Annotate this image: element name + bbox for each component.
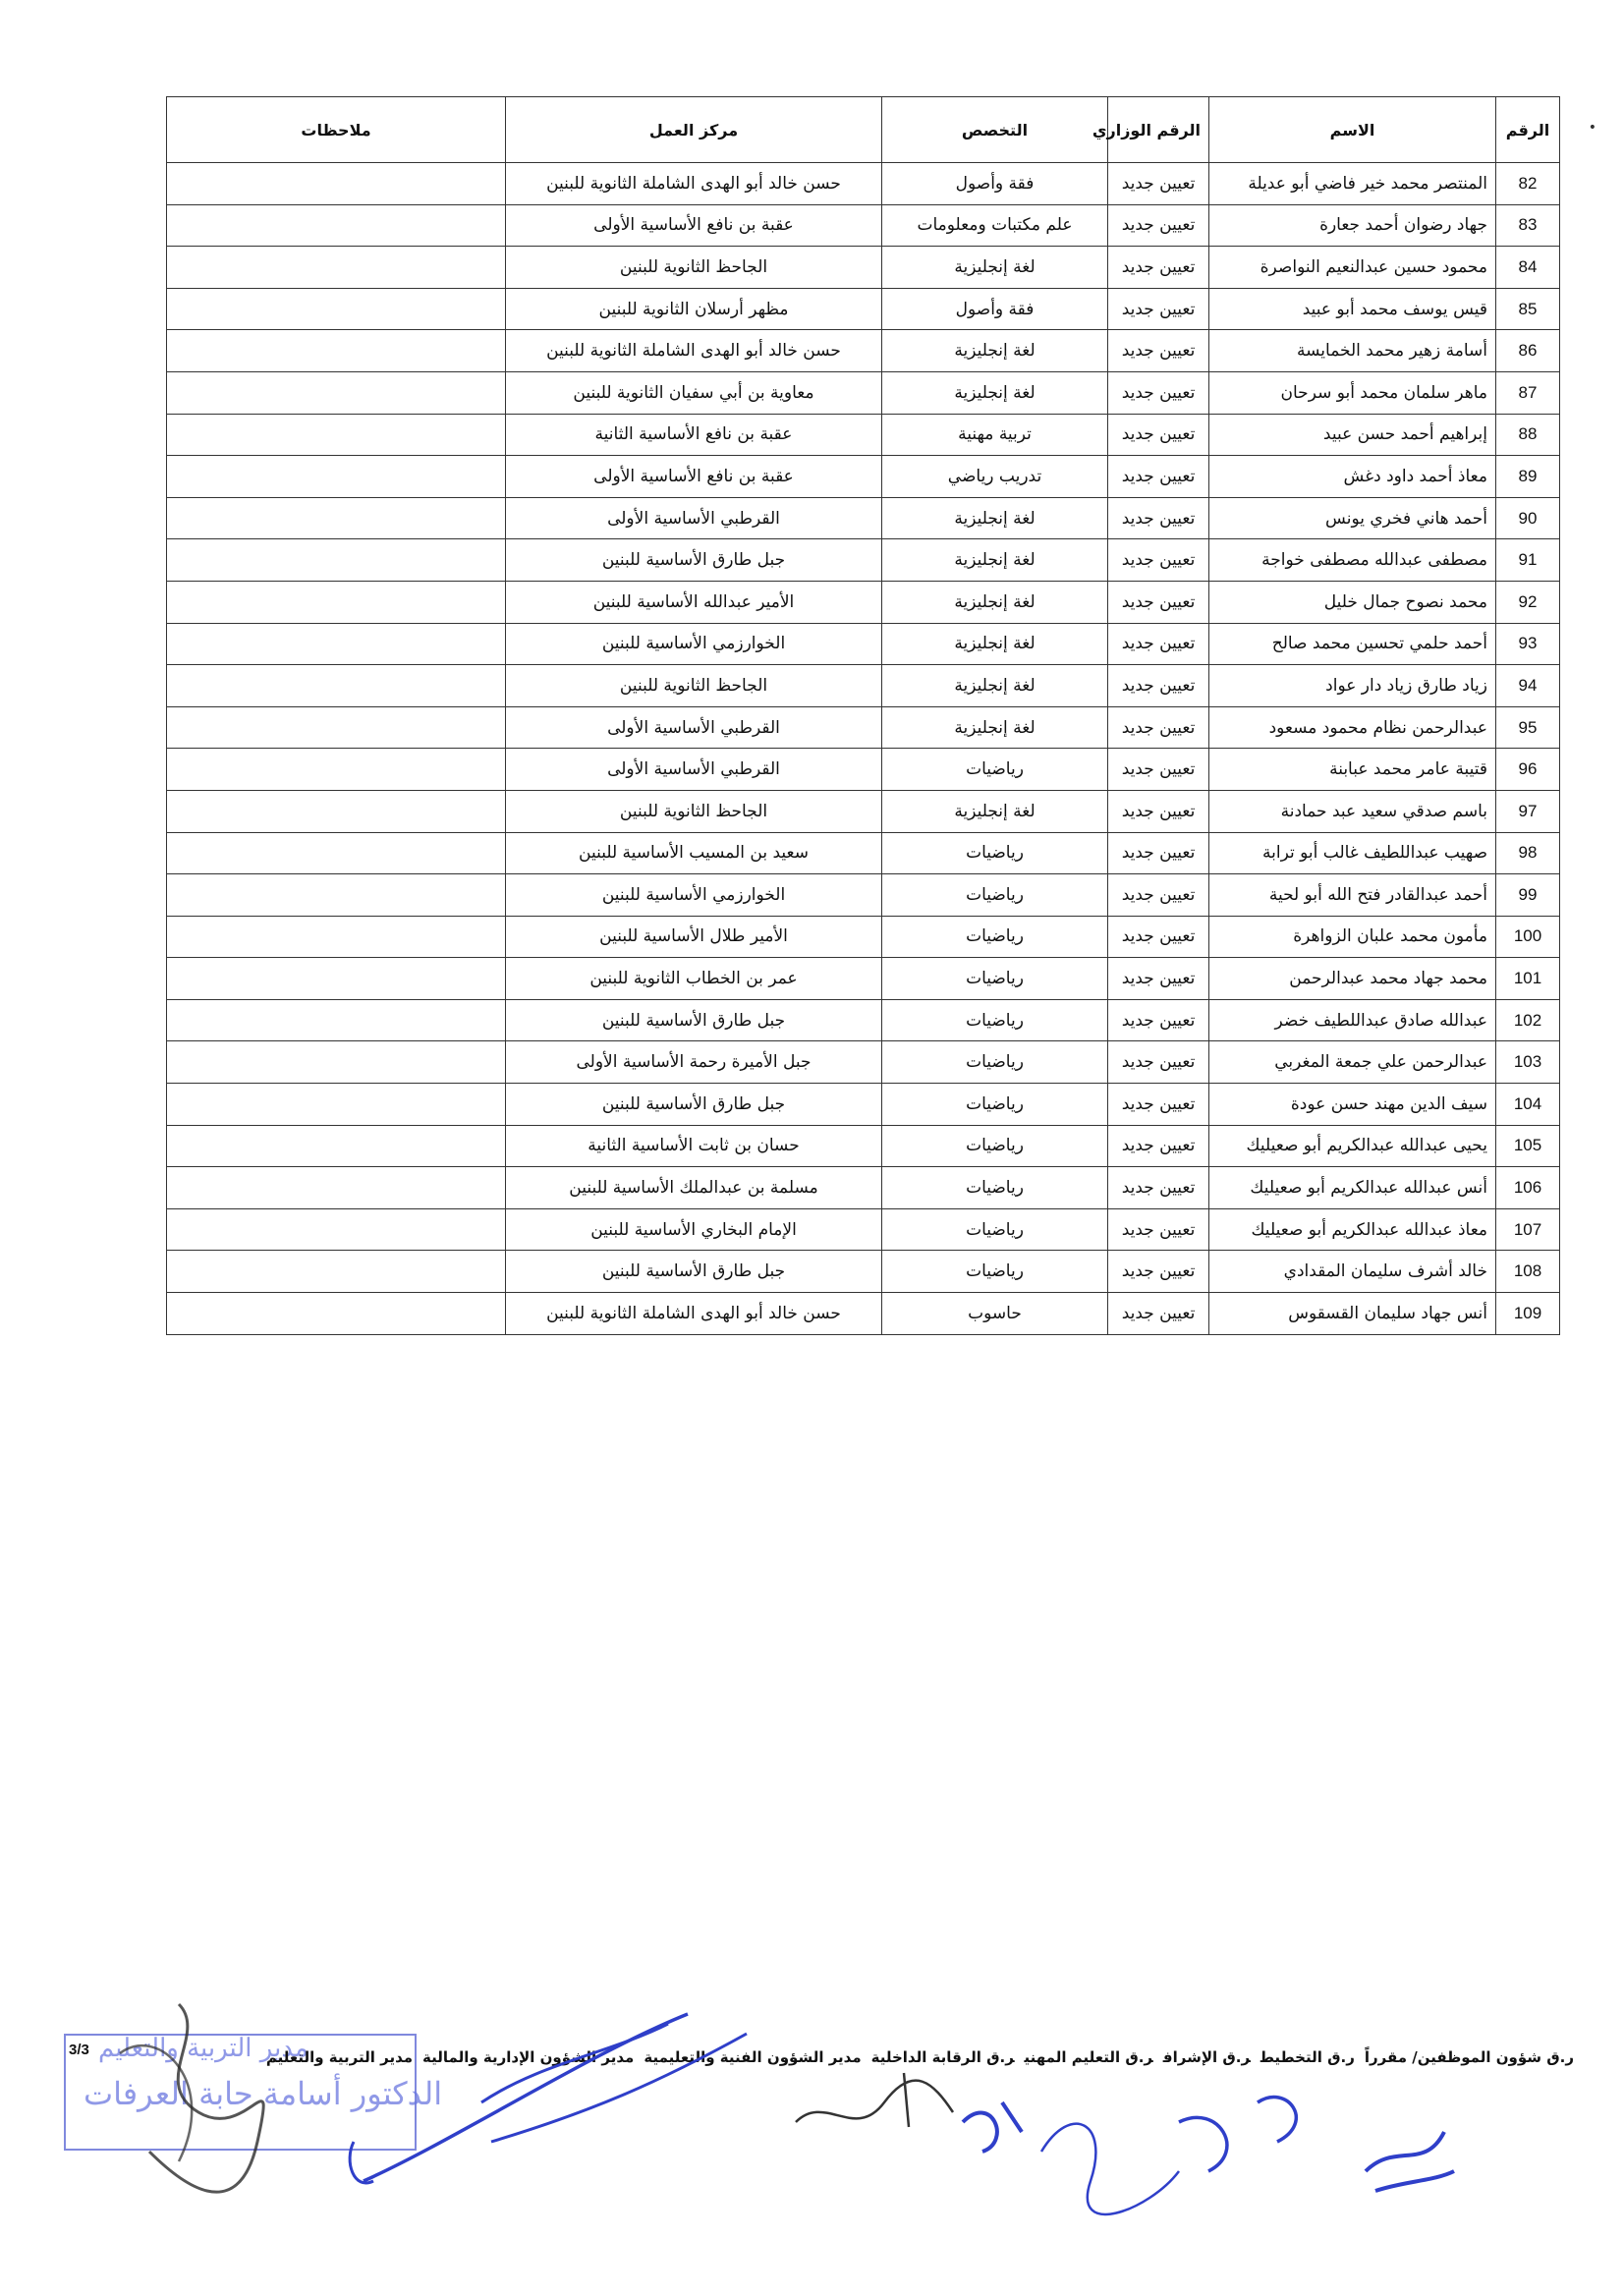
work-center: عقبة بن نافع الأساسية الأولى — [506, 204, 882, 247]
row-number: 107 — [1496, 1208, 1560, 1251]
notes-cell — [167, 1293, 506, 1335]
employee-name: محمود حسين عبدالنعيم النواصرة — [1209, 247, 1496, 289]
specialization: رياضيات — [882, 832, 1108, 874]
specialization: تربية مهنية — [882, 414, 1108, 456]
work-center: القرطبي الأساسية الأولى — [506, 497, 882, 539]
ministerial-ref: تعيين جديد — [1108, 706, 1209, 749]
notes-cell — [167, 1041, 506, 1084]
notes-cell — [167, 456, 506, 498]
table-row — [167, 204, 1560, 247]
ministerial-ref: تعيين جديد — [1108, 1208, 1209, 1251]
row-number: 106 — [1496, 1167, 1560, 1209]
table-row — [167, 456, 1560, 498]
ministerial-ref: تعيين جديد — [1108, 288, 1209, 330]
notes-cell — [167, 1125, 506, 1167]
row-number: 100 — [1496, 916, 1560, 958]
table-body — [167, 163, 1560, 1335]
table-row — [167, 581, 1560, 623]
specialization: رياضيات — [882, 1208, 1108, 1251]
row-number: 92 — [1496, 581, 1560, 623]
header-ministerial-ref: الرقم الوزاري — [1108, 97, 1209, 163]
notes-cell — [167, 874, 506, 917]
signatory-role: ر.ق التعليم المهني — [1024, 2048, 1153, 2066]
notes-cell — [167, 790, 506, 832]
table-row — [167, 958, 1560, 1000]
specialization: لغة إنجليزية — [882, 790, 1108, 832]
notes-cell — [167, 371, 506, 414]
employee-name: مصطفى عبدالله مصطفى خواجة — [1209, 539, 1496, 582]
work-center: حسن خالد أبو الهدى الشاملة الثانوية للبنين — [506, 330, 882, 372]
ministerial-ref: تعيين جديد — [1108, 247, 1209, 289]
notes-cell — [167, 163, 506, 205]
roster-sheet — [167, 96, 1560, 1335]
table-row — [167, 247, 1560, 289]
ministerial-ref: تعيين جديد — [1108, 204, 1209, 247]
employee-name: قتيبة عامر محمد عبابنة — [1209, 749, 1496, 791]
ministerial-ref: تعيين جديد — [1108, 539, 1209, 582]
ministerial-ref: تعيين جديد — [1108, 832, 1209, 874]
ministerial-ref: تعيين جديد — [1108, 581, 1209, 623]
employee-name: أحمد عبدالقادر فتح الله أبو لحية — [1209, 874, 1496, 917]
employee-name: محمد جهاد محمد عبدالرحمن — [1209, 958, 1496, 1000]
employee-name: محمد نصوح جمال خليل — [1209, 581, 1496, 623]
ministerial-ref: تعيين جديد — [1108, 958, 1209, 1000]
table-row — [167, 832, 1560, 874]
ministerial-ref: تعيين جديد — [1108, 916, 1209, 958]
notes-cell — [167, 539, 506, 582]
table-row — [167, 874, 1560, 917]
notes-cell — [167, 958, 506, 1000]
ministerial-ref: تعيين جديد — [1108, 1125, 1209, 1167]
work-center: جبل طارق الأساسية للبنين — [506, 539, 882, 582]
row-number: 96 — [1496, 749, 1560, 791]
signatory-role: مدير الشؤون الإدارية والمالية — [422, 2048, 635, 2066]
specialization: رياضيات — [882, 916, 1108, 958]
header-work-center: مركز العمل — [506, 97, 882, 163]
work-center: حسن خالد أبو الهدى الشاملة الثانوية للبنين — [506, 1293, 882, 1335]
work-center: الخوارزمي الأساسية للبنين — [506, 874, 882, 917]
signatory-role: ر.ق التخطيط — [1260, 2048, 1355, 2066]
employee-name: أحمد حلمي تحسين محمد صالح — [1209, 623, 1496, 665]
employee-name: يحيى عبدالله عبدالكريم أبو صعيليك — [1209, 1125, 1496, 1167]
specialization: رياضيات — [882, 1167, 1108, 1209]
employee-name: باسم صدقي سعيد عبد حمادنة — [1209, 790, 1496, 832]
specialization: رياضيات — [882, 1251, 1108, 1293]
notes-cell — [167, 330, 506, 372]
row-number: 99 — [1496, 874, 1560, 917]
work-center: الجاحظ الثانوية للبنين — [506, 790, 882, 832]
table-row — [167, 1167, 1560, 1209]
row-number: 88 — [1496, 414, 1560, 456]
work-center: جبل الأميرة رحمة الأساسية الأولى — [506, 1041, 882, 1084]
work-center: عقبة بن نافع الأساسية الأولى — [506, 456, 882, 498]
signatory-role: مدير الشؤون الفنية والتعليمية — [644, 2048, 862, 2066]
notes-cell — [167, 623, 506, 665]
page-number: 3/3 — [69, 2042, 89, 2058]
work-center: القرطبي الأساسية الأولى — [506, 749, 882, 791]
notes-cell — [167, 1208, 506, 1251]
row-number: 94 — [1496, 665, 1560, 707]
ministerial-ref: تعيين جديد — [1108, 1251, 1209, 1293]
row-number: 87 — [1496, 371, 1560, 414]
work-center: الخوارزمي الأساسية للبنين — [506, 623, 882, 665]
table-row — [167, 1293, 1560, 1335]
appointments-table — [166, 96, 1560, 1335]
row-number: 103 — [1496, 1041, 1560, 1084]
notes-cell — [167, 832, 506, 874]
ministerial-ref: تعيين جديد — [1108, 999, 1209, 1041]
signatory-role: ر.ق الإشراف — [1162, 2048, 1251, 2066]
work-center: حسان بن ثابت الأساسية الثانية — [506, 1125, 882, 1167]
table-row — [167, 1251, 1560, 1293]
ministerial-ref: تعيين جديد — [1108, 371, 1209, 414]
notes-cell — [167, 247, 506, 289]
signatory-role: ر.ق شؤون الموظفين/ مقرراً — [1364, 2048, 1574, 2066]
ministerial-ref: تعيين جديد — [1108, 163, 1209, 205]
ministerial-ref: تعيين جديد — [1108, 414, 1209, 456]
work-center: الإمام البخاري الأساسية للبنين — [506, 1208, 882, 1251]
employee-name: مأمون محمد علبان الزواهرة — [1209, 916, 1496, 958]
specialization: لغة إنجليزية — [882, 330, 1108, 372]
employee-name: قيس يوسف محمد أبو عبيد — [1209, 288, 1496, 330]
row-number: 91 — [1496, 539, 1560, 582]
notes-cell — [167, 706, 506, 749]
notes-cell — [167, 999, 506, 1041]
table-row — [167, 999, 1560, 1041]
specialization: فقة وأصول — [882, 288, 1108, 330]
employee-name: عبدالرحمن علي جمعة المغربي — [1209, 1041, 1496, 1084]
table-row — [167, 1125, 1560, 1167]
employee-name: سيف الدين مهند حسن عودة — [1209, 1084, 1496, 1126]
ministerial-ref: تعيين جديد — [1108, 623, 1209, 665]
signature-footer — [39, 1994, 1592, 2211]
table-row — [167, 790, 1560, 832]
table-row — [167, 497, 1560, 539]
work-center: الأمير طلال الأساسية للبنين — [506, 916, 882, 958]
ministerial-ref: تعيين جديد — [1108, 1041, 1209, 1084]
row-number: 83 — [1496, 204, 1560, 247]
row-number: 104 — [1496, 1084, 1560, 1126]
row-number: 95 — [1496, 706, 1560, 749]
header-notes: ملاحظات — [167, 97, 506, 163]
specialization: لغة إنجليزية — [882, 247, 1108, 289]
notes-cell — [167, 665, 506, 707]
table-row — [167, 330, 1560, 372]
row-number: 108 — [1496, 1251, 1560, 1293]
employee-name: زياد طارق زياد دار عواد — [1209, 665, 1496, 707]
ministerial-ref: تعيين جديد — [1108, 1084, 1209, 1126]
ministerial-ref: تعيين جديد — [1108, 330, 1209, 372]
table-row — [167, 1041, 1560, 1084]
work-center: الجاحظ الثانوية للبنين — [506, 665, 882, 707]
table-row — [167, 665, 1560, 707]
table-row — [167, 539, 1560, 582]
header-num: الرقم — [1496, 97, 1560, 163]
specialization: رياضيات — [882, 874, 1108, 917]
work-center: الأمير عبدالله الأساسية للبنين — [506, 581, 882, 623]
row-number: 90 — [1496, 497, 1560, 539]
employee-name: صهيب عبداللطيف غالب أبو ترابة — [1209, 832, 1496, 874]
notes-cell — [167, 288, 506, 330]
employee-name: عبدالله صادق عبداللطيف خضر — [1209, 999, 1496, 1041]
ministerial-ref: تعيين جديد — [1108, 749, 1209, 791]
ministerial-ref: تعيين جديد — [1108, 1167, 1209, 1209]
ministerial-ref: تعيين جديد — [1108, 456, 1209, 498]
specialization: رياضيات — [882, 1125, 1108, 1167]
table-row — [167, 1084, 1560, 1126]
employee-name: خالد أشرف سليمان المقدادي — [1209, 1251, 1496, 1293]
notes-cell — [167, 497, 506, 539]
employee-name: إبراهيم أحمد حسن عبيد — [1209, 414, 1496, 456]
notes-cell — [167, 1167, 506, 1209]
ministerial-ref: تعيين جديد — [1108, 665, 1209, 707]
work-center: عمر بن الخطاب الثانوية للبنين — [506, 958, 882, 1000]
table-row — [167, 1208, 1560, 1251]
specialization: لغة إنجليزية — [882, 539, 1108, 582]
table-row — [167, 371, 1560, 414]
employee-name: جهاد رضوان أحمد جعارة — [1209, 204, 1496, 247]
specialization: حاسوب — [882, 1293, 1108, 1335]
row-number: 86 — [1496, 330, 1560, 372]
notes-cell — [167, 916, 506, 958]
notes-cell — [167, 204, 506, 247]
row-number: 89 — [1496, 456, 1560, 498]
ministerial-ref: تعيين جديد — [1108, 497, 1209, 539]
row-number: 82 — [1496, 163, 1560, 205]
work-center: مظهر أرسلان الثانوية للبنين — [506, 288, 882, 330]
signatory-role: مدير التربية والتعليم — [265, 2048, 414, 2066]
table-row — [167, 414, 1560, 456]
row-number: 84 — [1496, 247, 1560, 289]
margin-mark-icon: • — [1588, 120, 1596, 136]
row-number: 101 — [1496, 958, 1560, 1000]
ministerial-ref: تعيين جديد — [1108, 790, 1209, 832]
header-name: الاسم — [1209, 97, 1496, 163]
notes-cell — [167, 749, 506, 791]
stamp-title: مدير التربية والتعليم — [98, 2034, 308, 2063]
notes-cell — [167, 581, 506, 623]
employee-name: أحمد هاني فخري يونس — [1209, 497, 1496, 539]
specialization: فقة وأصول — [882, 163, 1108, 205]
header-specialization: التخصص — [882, 97, 1108, 163]
table-row — [167, 749, 1560, 791]
specialization: لغة إنجليزية — [882, 706, 1108, 749]
specialization: علم مكتبات ومعلومات — [882, 204, 1108, 247]
specialization: لغة إنجليزية — [882, 371, 1108, 414]
table-row — [167, 706, 1560, 749]
specialization: رياضيات — [882, 999, 1108, 1041]
notes-cell — [167, 1251, 506, 1293]
row-number: 97 — [1496, 790, 1560, 832]
notes-cell — [167, 1084, 506, 1126]
employee-name: أنس جهاد سليمان القسقوس — [1209, 1293, 1496, 1335]
employee-name: أسامة زهير محمد الخمايسة — [1209, 330, 1496, 372]
specialization: رياضيات — [882, 1084, 1108, 1126]
stamp-name: الدكتور أسامة حابة العرفات — [84, 2075, 443, 2112]
work-center: معاوية بن أبي سفيان الثانوية للبنين — [506, 371, 882, 414]
work-center: عقبة بن نافع الأساسية الثانية — [506, 414, 882, 456]
ministerial-ref: تعيين جديد — [1108, 1293, 1209, 1335]
work-center: جبل طارق الأساسية للبنين — [506, 1251, 882, 1293]
work-center: الجاحظ الثانوية للبنين — [506, 247, 882, 289]
specialization: لغة إنجليزية — [882, 581, 1108, 623]
specialization: لغة إنجليزية — [882, 665, 1108, 707]
table-row — [167, 916, 1560, 958]
table-row — [167, 288, 1560, 330]
table-row — [167, 623, 1560, 665]
work-center: القرطبي الأساسية الأولى — [506, 706, 882, 749]
employee-name: أنس عبدالله عبدالكريم أبو صعيليك — [1209, 1167, 1496, 1209]
departments-signatures-icon — [953, 2063, 1464, 2230]
table-header-row — [167, 97, 1560, 163]
work-center: جبل طارق الأساسية للبنين — [506, 1084, 882, 1126]
work-center: مسلمة بن عبدالملك الأساسية للبنين — [506, 1167, 882, 1209]
row-number: 93 — [1496, 623, 1560, 665]
row-number: 98 — [1496, 832, 1560, 874]
work-center: جبل طارق الأساسية للبنين — [506, 999, 882, 1041]
work-center: سعيد بن المسيب الأساسية للبنين — [506, 832, 882, 874]
administrative-signature-icon — [334, 1994, 845, 2201]
notes-cell — [167, 414, 506, 456]
specialization: رياضيات — [882, 1041, 1108, 1084]
row-number: 102 — [1496, 999, 1560, 1041]
employee-name: معاذ أحمد داود دغش — [1209, 456, 1496, 498]
specialization: لغة إنجليزية — [882, 497, 1108, 539]
specialization: لغة إنجليزية — [882, 623, 1108, 665]
employee-name: عبدالرحمن نظام محمود مسعود — [1209, 706, 1496, 749]
row-number: 109 — [1496, 1293, 1560, 1335]
employee-name: معاذ عبدالله عبدالكريم أبو صعيليك — [1209, 1208, 1496, 1251]
row-number: 85 — [1496, 288, 1560, 330]
work-center: حسن خالد أبو الهدى الشاملة الثانوية للبنين — [506, 163, 882, 205]
table-row — [167, 163, 1560, 205]
ministerial-ref: تعيين جديد — [1108, 874, 1209, 917]
row-number: 105 — [1496, 1125, 1560, 1167]
specialization: تدريب رياضي — [882, 456, 1108, 498]
employee-name: المنتصر محمد خير فاضي أبو عديلة — [1209, 163, 1496, 205]
employee-name: ماهر سلمان محمد أبو سرحان — [1209, 371, 1496, 414]
signatory-role: ر.ق الرقابة الداخلية — [870, 2048, 1015, 2066]
specialization: رياضيات — [882, 958, 1108, 1000]
specialization: رياضيات — [882, 749, 1108, 791]
